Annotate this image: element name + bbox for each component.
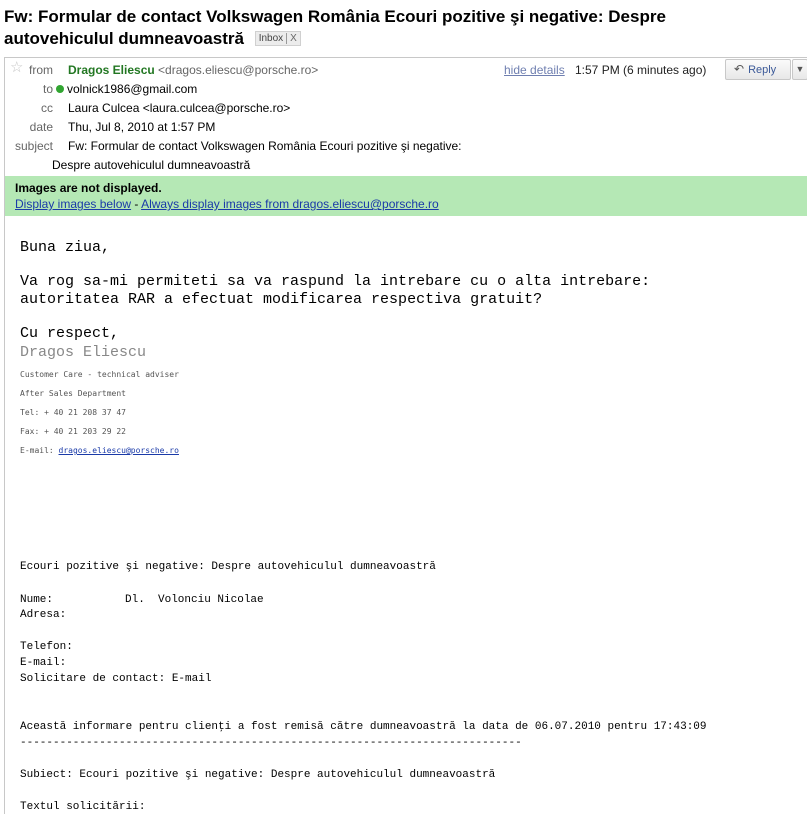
body-line-1: Va rog sa-mi permiteti sa va raspund la intrebare cu o alta intrebare:	[20, 273, 651, 290]
from-label: from	[29, 63, 53, 77]
online-status-icon	[56, 85, 64, 93]
subject-value-line-1: Fw: Formular de contact Volkswagen România Ecouri pozitive şi negative:	[68, 139, 462, 153]
chevron-down-icon: ▼	[795, 64, 805, 74]
adresa-label: Adresa:	[20, 609, 67, 621]
reply-arrow-icon: ↶	[734, 62, 745, 76]
telefon-label: Telefon:	[20, 641, 73, 653]
signature-email-label: E-mail:	[20, 446, 59, 455]
reply-button[interactable]	[725, 59, 791, 80]
nume-label: Nume:	[20, 594, 54, 606]
banner-separator: -	[134, 197, 139, 211]
sender-name[interactable]: Dragos Eliescu	[68, 63, 155, 77]
subject-value-line-2: Despre autovehiculul dumneavoastră	[52, 158, 251, 172]
hide-details-link[interactable]: hide details	[504, 63, 565, 77]
signature-email-row	[20, 446, 179, 456]
message-time: 1:57 PM (6 minutes ago)	[575, 63, 707, 77]
signature-role: Customer Care - technical adviser	[20, 370, 179, 379]
inbox-label[interactable]	[255, 31, 301, 46]
display-images-below-link[interactable]: Display images below	[15, 197, 132, 211]
form-title: Ecouri pozitive şi negative: Despre autovehiculul dumneavoastră	[20, 561, 436, 573]
star-icon[interactable]: ☆	[10, 59, 24, 76]
signature-name: Dragos Eliescu	[20, 344, 147, 361]
email-subject-heading	[4, 6, 804, 50]
signature-fax: Fax: + 40 21 203 29 22	[20, 427, 126, 436]
cc-value: Laura Culcea <laura.culcea@porsche.ro>	[68, 101, 291, 115]
reply-label: Reply	[748, 64, 777, 76]
signature-email-link[interactable]: dragos.eliescu@porsche.ro	[58, 446, 179, 455]
signature-department: After Sales Department	[20, 389, 126, 398]
date-label: date	[29, 120, 53, 134]
images-banner-title: Images are not displayed.	[15, 181, 162, 195]
sender-email: <dragos.eliescu@porsche.ro>	[158, 63, 319, 77]
inbox-label-text[interactable]: Inbox	[258, 33, 284, 44]
cc-label: cc	[41, 101, 53, 115]
subject-line-1: Fw: Formular de contact Volkswagen România Ecouri pozitive şi negative: Despre	[4, 7, 666, 26]
remove-label-button[interactable]: X	[286, 33, 297, 44]
signature-tel: Tel: + 40 21 208 37 47	[20, 408, 126, 417]
to-label: to	[42, 82, 53, 96]
date-value: Thu, Jul 8, 2010 at 1:57 PM	[68, 120, 216, 134]
info-line: Această informare pentru clienţi a fost remisă către dumneavoastră la data de 06.07.2010 pentru 17:43:09	[20, 721, 707, 733]
greeting: Buna ziua,	[20, 239, 111, 256]
dash-separator: ----------------------------------------------------------------------------	[20, 737, 522, 749]
always-display-images-link[interactable]: Always display images from dragos.eliescu@porsche.ro	[141, 197, 439, 211]
closing: Cu respect,	[20, 325, 120, 342]
to-value: volnick1986@gmail.com	[67, 82, 198, 96]
nume-value: Dl. Volonciu Nicolae	[125, 594, 264, 606]
textul-solicitarii: Textul solicitării:	[20, 801, 146, 813]
solicitare-contact: Solicitare de contact: E-mail	[20, 673, 212, 685]
message-container	[4, 57, 807, 814]
images-not-displayed-banner	[5, 176, 807, 216]
subject-line-2: autovehiculul dumneavoastră	[4, 29, 244, 48]
body-line-2: autoritatea RAR a efectuat modificarea respectiva gratuit?	[20, 291, 543, 308]
subiect-line: Subiect: Ecouri pozitive şi negative: Despre autovehiculul dumneavoastră	[20, 769, 496, 781]
subject-label: subject	[14, 139, 53, 153]
more-options-dropdown[interactable]	[792, 59, 807, 80]
email-label: E-mail:	[20, 657, 67, 669]
